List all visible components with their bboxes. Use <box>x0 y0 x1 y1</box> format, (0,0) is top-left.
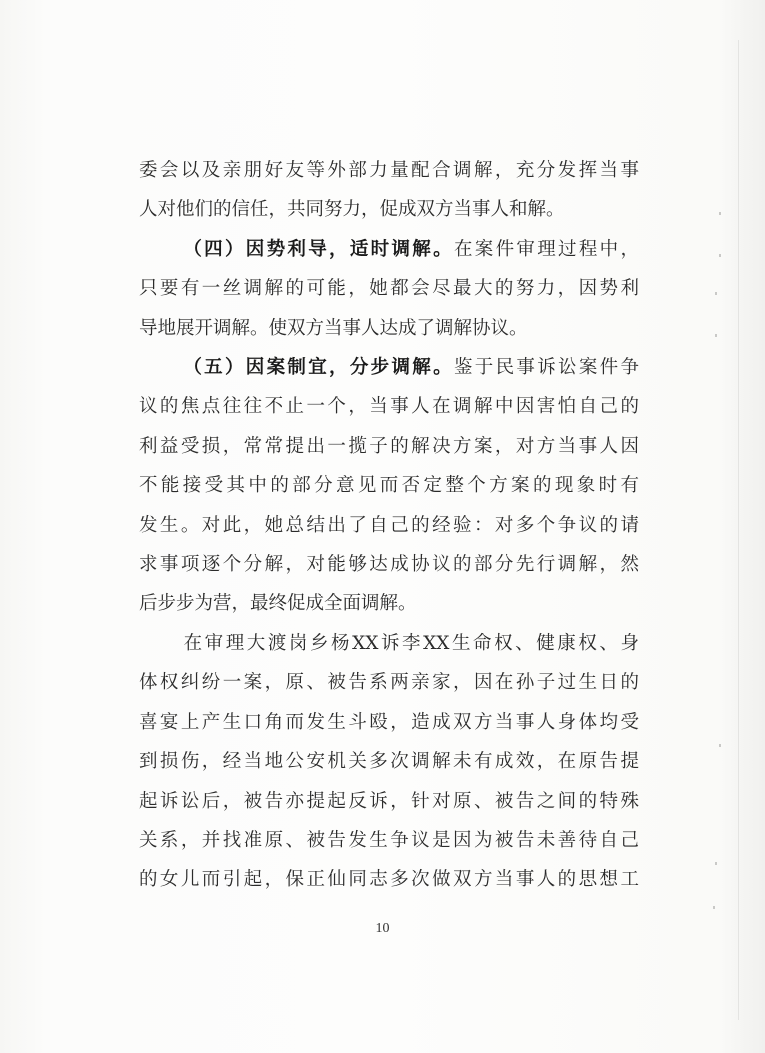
section-heading-four: （四）因势利导，适时调解。 <box>181 238 454 260</box>
text-line: 只要有一丝调解的可能，她都会尽最大的努力，因势利 <box>139 278 639 300</box>
text-line: 到损伤，经当地公安机关多次调解未有成效，在原告提 <box>139 751 639 773</box>
section-heading-five: （五）因案制宜，分步调解。 <box>181 357 454 379</box>
scan-speck <box>719 212 721 215</box>
paragraph-case <box>139 624 639 663</box>
text-line: 关系，并找准原、被告发生争议是因为被告未善待自己 <box>139 829 639 851</box>
text-line: 不能接受其中的部分意见而否定整个方案的现象时有 <box>139 475 639 497</box>
text-run: 鉴于民事诉讼案件争 <box>453 357 639 379</box>
scan-speck <box>715 292 717 295</box>
text-line: 后步步为营，最终促成全面调解。 <box>139 593 417 615</box>
text-line: 委会以及亲朋好友等外部力量配合调解，充分发挥当事 <box>139 160 639 181</box>
body-text <box>139 151 639 900</box>
text-line: 体权纠纷一案，原、被告系两亲家，因在孙子过生日的 <box>139 672 639 694</box>
text-line: 起诉讼后，被告亦提起反诉，针对原、被告之间的特殊 <box>139 790 639 812</box>
paragraph-four <box>139 230 639 269</box>
paragraph-five <box>139 348 639 387</box>
scan-speck <box>713 906 715 909</box>
scan-speck <box>719 744 721 747</box>
text-line: 求事项逐个分解，对能够达成协议的部分先行调解，然 <box>139 554 639 576</box>
page-edge-shadow <box>738 40 739 1020</box>
page-number: 10 <box>375 921 390 936</box>
text-line: 喜宴上产生口角而发生斗殴，造成双方当事人身体均受 <box>139 711 639 733</box>
text-line: 利益受损，常常提出一揽子的解决方案，对方当事人因 <box>139 435 639 457</box>
text-line: 人对他们的信任，共同努力，促成双方当事人和解。 <box>139 199 565 221</box>
scan-speck <box>715 334 717 337</box>
text-run: 在案件审理过程中， <box>453 238 639 260</box>
text-line: 的女儿而引起，保正仙同志多次做双方当事人的思想工 <box>139 869 639 891</box>
scan-speck <box>715 862 717 865</box>
scan-speck <box>719 254 721 257</box>
text-line: 发生。对此，她总结出了自己的经验：对多个争议的请 <box>139 514 639 536</box>
text-run: 在审理大渡岗乡杨XX诉李XX生命权、健康权、身 <box>181 632 639 654</box>
text-line: 导地展开调解。使双方当事人达成了调解协议。 <box>139 317 528 339</box>
text-line: 议的焦点往往不止一个，当事人在调解中因害怕自己的 <box>139 396 639 418</box>
